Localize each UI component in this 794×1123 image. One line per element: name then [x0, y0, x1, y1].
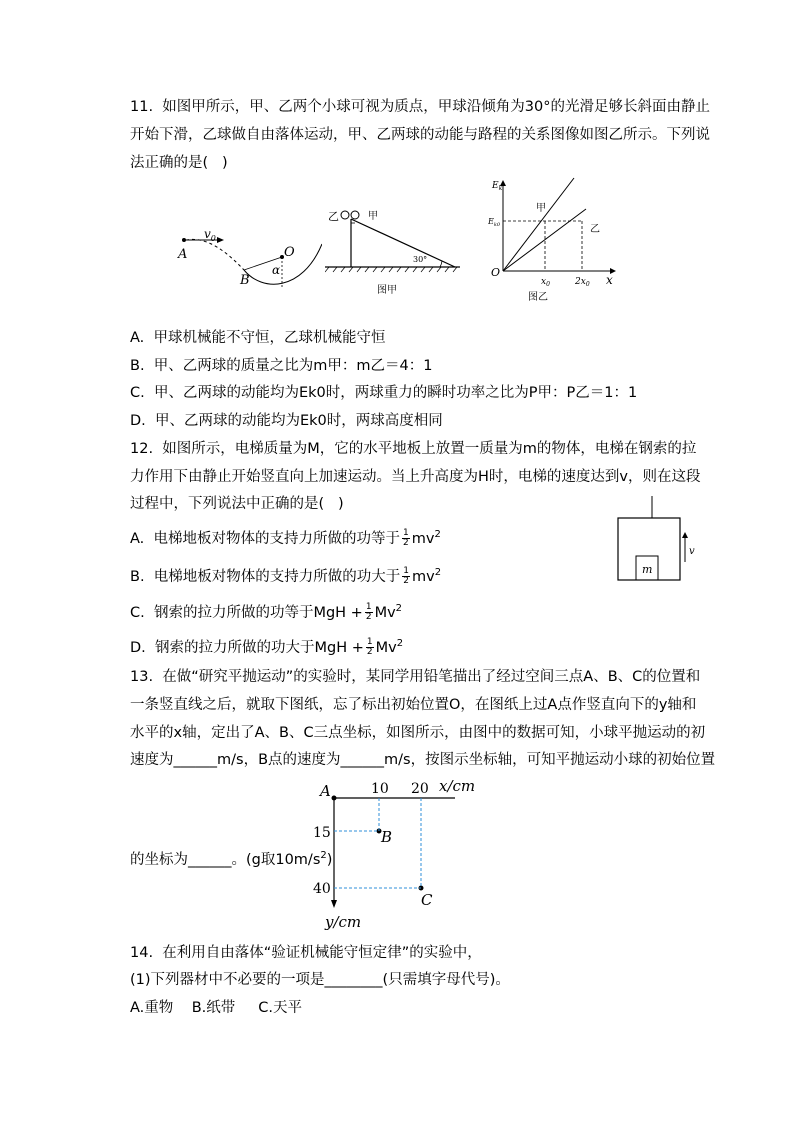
point-a [332, 796, 337, 801]
label-yi: 乙 [328, 210, 339, 223]
caption-jia: 图甲 [377, 285, 397, 296]
velocity-arrowhead [682, 532, 688, 538]
tick-x10: 10 [371, 781, 389, 797]
line-jia [503, 178, 574, 271]
label-b: B [240, 273, 250, 288]
label-v0: $v_0$ [204, 227, 216, 243]
q12-stem-line-2: 力作用下由静止开始竖直向上加速运动。当上升高度为H时，电梯的速度达到v，则在这段 [130, 469, 701, 485]
q11-stem-line-3: 法正确的是( ) [130, 155, 228, 171]
projectile-path [186, 239, 244, 270]
q11-option-b: B. 甲、乙两球的质量之比为m甲：m乙＝4：1 [130, 358, 433, 374]
q12-stem-line-3: 过程中，下列说法中正确的是( ) [130, 496, 344, 512]
label-a: A [320, 782, 331, 800]
label-angle: 30° [413, 255, 428, 264]
y-axis-arrow [331, 900, 337, 908]
q13-figure-coordinates [305, 774, 495, 934]
label-x0: $x_0$ [541, 277, 550, 288]
circular-track [244, 244, 322, 284]
q11-figure-yi-graph [488, 176, 618, 306]
ground-hatching [325, 267, 457, 272]
label-jia: 甲 [368, 211, 378, 222]
q11-option-d: D. 甲、乙两球的动能均为Ek0时，两球高度相同 [130, 413, 443, 429]
q11-figure-jia [325, 205, 465, 300]
tick-x20: 20 [411, 781, 429, 797]
label-line-yi: 乙 [590, 224, 600, 235]
label-c: C [421, 891, 433, 909]
point-a-dot [182, 238, 186, 242]
label-2x0: $2x_0$ [575, 277, 590, 288]
y-axis-label: y/cm [325, 913, 362, 931]
q13-tail: 的坐标为______。(g取$10m/s^2$) [130, 850, 333, 868]
q14-stem: 14. 在利用自由落体“验证机械能守恒定律”的实验中， [130, 945, 482, 961]
label-line-jia: 甲 [536, 203, 546, 214]
q12-figure-elevator [612, 494, 702, 586]
label-origin: O [491, 266, 501, 279]
line-yi [503, 209, 586, 271]
q14-part1: (1)下列器材中不必要的一项是________(只需填字母代号)。 [130, 972, 510, 988]
q13-stem-line-2: 一条竖直线之后，就取下图纸，忘了标出初始位置O，在图纸上过A点作竖直向下的y轴和 [130, 697, 697, 713]
label-b: B [381, 828, 393, 846]
q13-stem-line-3: 水平的x轴，定出了A、B、C三点坐标，如图所示，由图中的数据可知，小球平抛运动的初 [130, 725, 706, 741]
q12-option-c: C. 钢索的拉力所做的功等于MgH + $\frac{1}{2}$ Mv$^2$ [130, 602, 403, 623]
fraction-half: $\frac{1}{2}$ [365, 602, 372, 623]
q11-stem-line-2: 开始下滑，乙球做自由落体运动，甲、乙两球的动能与路程的关系图像如图乙所示。下列说 [130, 127, 710, 143]
ball-jia [351, 211, 359, 219]
caption-yi: 图乙 [528, 292, 548, 303]
q12-stem-line-1: 12. 如图所示，电梯质量为M，它的水平地板上放置一质量为m的物体，电梯在钢索的拉 [130, 441, 697, 457]
ball-yi [341, 211, 349, 219]
label-ek0: $E_{k0}$ [488, 217, 501, 228]
fraction-half: $\frac{1}{2}$ [403, 528, 409, 549]
label-x: x [606, 273, 613, 287]
q13-stem-line-1: 13. 在做“研究平抛运动”的实验时，某同学用铅笔描出了经过空间三点A、B、C的位置和 [130, 669, 701, 685]
tick-y40: 40 [313, 881, 331, 897]
label-alpha: α [272, 263, 281, 277]
label-m: m [642, 563, 653, 576]
incline [351, 219, 455, 267]
label-v: v [689, 546, 695, 557]
label-o: O [284, 245, 295, 260]
q11-stem-line-1: 11. 如图甲所示，甲、乙两个小球可视为质点，甲球沿倾角为30°的光滑足够长斜面由静止 [130, 99, 710, 115]
label-a: A [178, 247, 188, 262]
q11-option-c: C. 甲、乙两球的动能均为Ek0时，两球重力的瞬时功率之比为P甲：P乙＝1：1 [130, 385, 638, 401]
guide-lines [334, 798, 421, 888]
v0-arrowhead [217, 237, 224, 243]
q13-stem-line-4: 速度为______m/s，B点的速度为______m/s，按图示坐标轴，可知平抛运动小球的初始位置 [130, 752, 716, 768]
label-ek: $E_k$ [492, 181, 503, 192]
tick-y15: 15 [313, 825, 331, 841]
fraction-half: $\frac{1}{2}$ [403, 566, 410, 587]
q11-option-a: A. 甲球机械能不守恒，乙球机械能守恒 [130, 330, 386, 346]
q12-option-d: D. 钢索的拉力所做的功大于MgH + $\frac{1}{2}$ Mv$^2$ [130, 637, 404, 658]
q12-option-a: A. 电梯地板对物体的支持力所做的功等于 $\frac{1}{2}$ $mv^2$ [130, 528, 441, 549]
q11-figure-trajectory [172, 222, 322, 292]
angle-arc [440, 261, 442, 267]
x-axis-label: x/cm [439, 777, 476, 795]
fraction-half: $\frac{1}{2}$ [366, 637, 373, 658]
q12-option-b: B. 电梯地板对物体的支持力所做的功大于 $\frac{1}{2}$ $mv^2$ [130, 566, 442, 587]
q14-choices: A.重物 B.纸带 C.天平 [130, 1000, 303, 1016]
